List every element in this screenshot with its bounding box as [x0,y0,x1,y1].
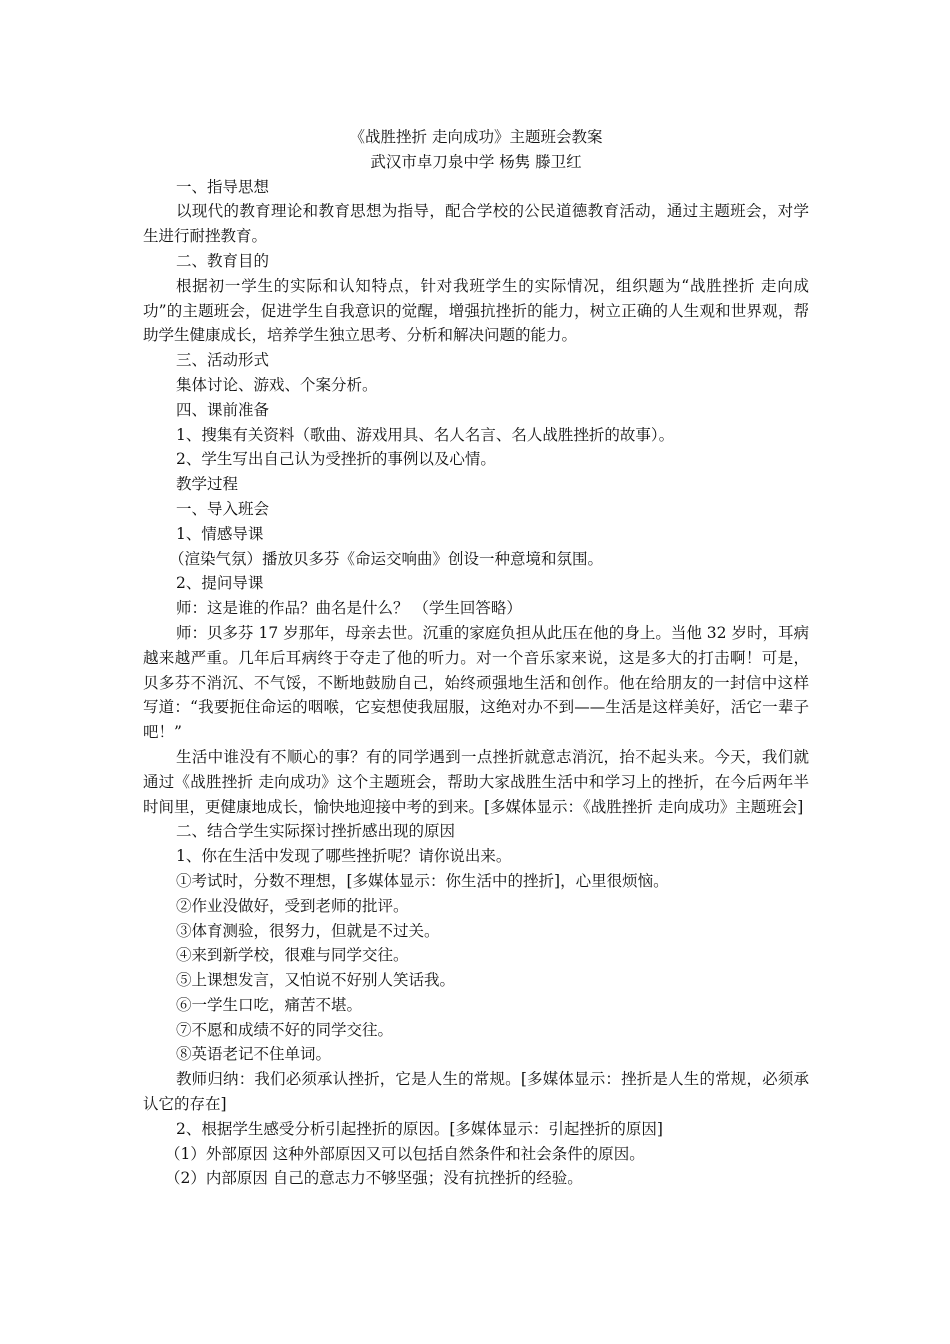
list-item: 2、学生写出自己认为受挫折的事例以及心情。 [176,450,496,469]
section-heading: 二、结合学生实际探讨挫折感出现的原因 [176,822,456,841]
document-body [143,125,809,1191]
paragraph: 以现代的教育理论和教育思想为指导，配合学校的公民道德教育活动，通过主题班会，对学生进行耐挫教育。 [143,202,809,246]
section-heading: 二、教育目的 [176,251,270,270]
list-item: （2）内部原因 自己的意志力不够坚强；没有抗挫折的经验。 [165,1169,583,1188]
list-item: 1、搜集有关资料（歌曲、游戏用具、名人名言、名人战胜挫折的故事）。 [176,425,675,444]
section-heading: 四、课前准备 [176,400,270,419]
section-heading: 一、指导思想 [176,177,270,196]
list-item: （1）外部原因 这种外部原因又可以包括自然条件和社会条件的原因。 [165,1144,645,1163]
list-item: ⑥一学生口吃，痛苦不堪。 [176,995,363,1014]
section-heading: 教学过程 [176,475,239,494]
document-title: 《战胜挫折 走向成功》主题班会教案 [349,128,603,146]
list-item: ⑧英语老记不住单词。 [176,1045,332,1064]
subsection-heading: 1、情感导课 [176,524,264,543]
author-line: 武汉市卓刀泉中学 杨隽 滕卫红 [370,152,582,171]
subsection-heading: 2、提问导课 [176,574,264,593]
list-item: ⑤上课想发言，又怕说不好别人笑话我。 [176,971,456,990]
paragraph: 集体讨论、游戏、个案分析。 [176,375,378,394]
list-item: ④来到新学校，很难与同学交往。 [176,946,409,965]
paragraph: （渲染气氛）播放贝多芬《命运交响曲》创设一种意境和氛围。 [169,549,604,568]
list-item: ②作业没做好，受到老师的批评。 [176,896,409,915]
paragraph: 根据初一学生的实际和认知特点，针对我班学生的实际情况，组织题为“战胜挫折 走向成功”的主题班会，促进学生自我意识的觉醒，增强抗挫折的能力，树立正确的人生观和世界观，帮助学生健康成长，培养学生独立思考、分析和解决问题的能力。 [143,276,809,345]
list-item: ⑦不愿和成绩不好的同学交往。 [176,1020,394,1039]
dialogue-paragraph: 师：贝多芬 17 岁那年，母亲去世。沉重的家庭负担从此压在他的身上。当他 32 岁时，耳病越来越严重。几年后耳病终于夺走了他的听力。对一个音乐家来说，这是多大的打击啊！可是，贝多芬不消沉、不气馁，不断地鼓励自己，始终顽强地生活和创作。他在给朋友的一封信中这样写道：“我要扼住命运的咽喉，它妄想使我屈服，这绝对办不到——生活是这样美好，活它一辈子吧！” [143,623,809,742]
dialogue-line: 师：这是谁的作品？曲名是什么？ （学生回答略） [176,599,522,618]
list-item: ①考试时，分数不理想，[多媒体显示：你生活中的挫折]，心里很烦恼。 [176,871,669,890]
section-heading: 三、活动形式 [176,351,270,370]
list-item: ③体育测验，很努力，但就是不过关。 [176,921,440,940]
paragraph: 教师归纳：我们必须承认挫折，它是人生的常规。[多媒体显示：挫折是人生的常规，必须承认它的存在] [143,1070,809,1114]
subsection-heading: 2、根据学生感受分析引起挫折的原因。[多媒体显示：引起挫折的原因] [176,1119,663,1138]
paragraph: 生活中谁没有不顺心的事？有的同学遇到一点挫折就意志消沉，抬不起头来。今天，我们就通过《战胜挫折 走向成功》这个主题班会，帮助大家战胜生活中和学习上的挫折，在今后两年半时间里，更健康地成长，愉快地迎接中考的到来。[多媒体显示：《战胜挫折 走向成功》主题班会] [143,747,809,816]
subsection-heading: 1、你在生活中发现了哪些挫折呢？请你说出来。 [176,847,512,866]
section-heading: 一、导入班会 [176,499,270,518]
